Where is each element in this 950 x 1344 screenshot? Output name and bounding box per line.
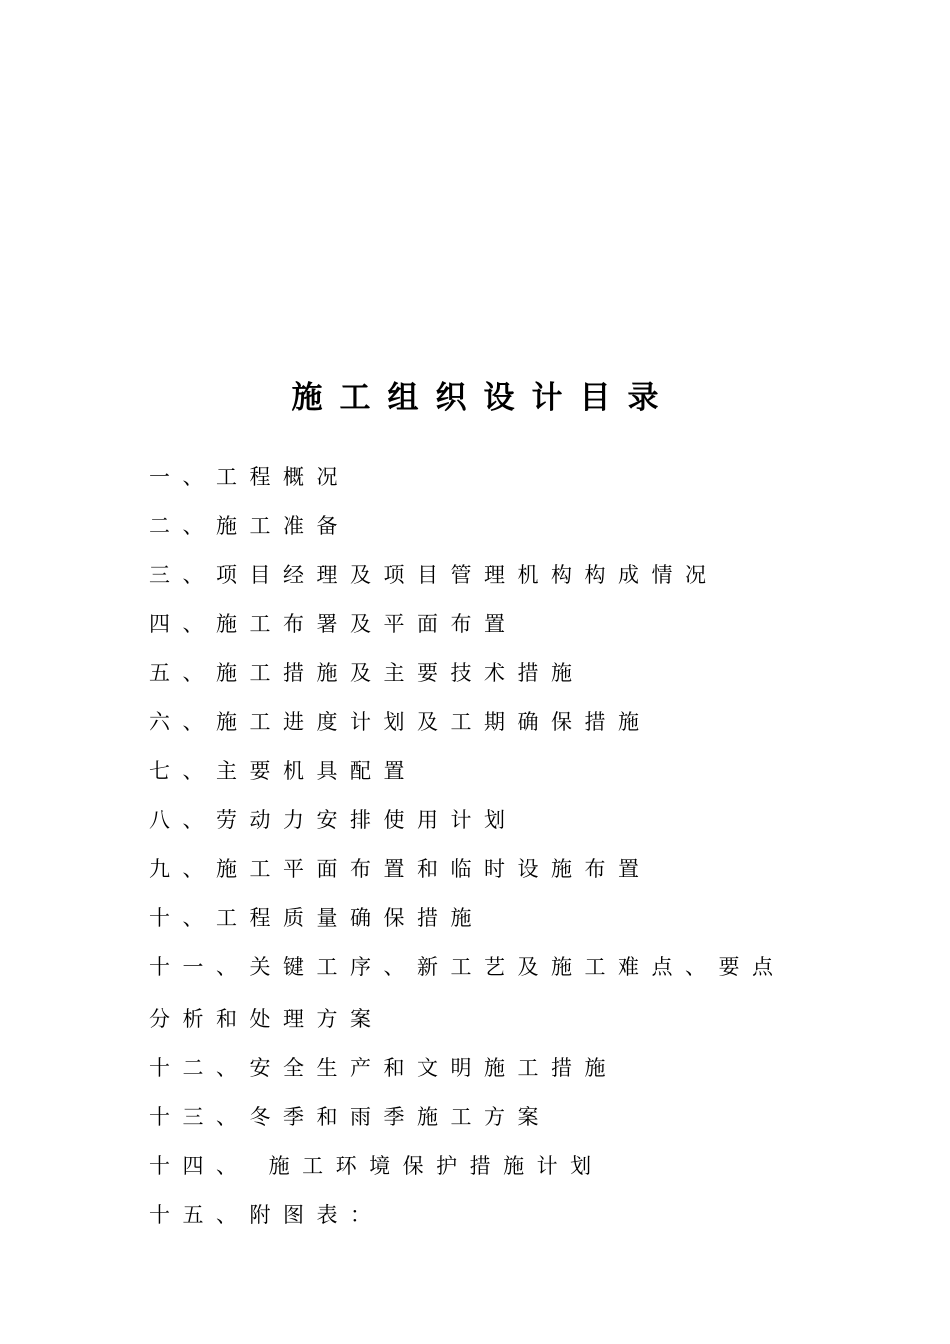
toc-item: 六、施工进度计划及工期确保措施: [149, 710, 652, 734]
toc-item: 五、施工措施及主要技术措施: [149, 661, 585, 685]
toc-item: 十一、关键工序、新工艺及施工难点、要点: [149, 955, 786, 979]
toc-item: 十三、冬季和雨季施工方案: [149, 1105, 551, 1129]
table-of-contents: [149, 453, 849, 1240]
toc-item: 二、施工准备: [149, 514, 350, 538]
toc-item: 八、劳动力安排使用计划: [149, 808, 518, 832]
toc-item: 九、施工平面布置和临时设施布置: [149, 857, 652, 881]
toc-item: 十二、安全生产和文明施工措施: [149, 1056, 618, 1080]
toc-item-continuation: 分析和处理方案: [149, 1007, 384, 1031]
toc-item: 三、项目经理及项目管理机构构成情况: [149, 563, 719, 587]
toc-item: 一、工程概况: [149, 465, 350, 489]
toc-item: 十四、 施工环境保护措施计划: [149, 1154, 604, 1178]
toc-item: 七、主要机具配置: [149, 759, 417, 783]
toc-item: 四、施工布署及平面布置: [149, 612, 518, 636]
document-title: 施工组织设计目录: [291, 380, 676, 416]
toc-item: 十五、附图表：: [149, 1203, 384, 1227]
toc-item: 十、工程质量确保措施: [149, 906, 484, 930]
